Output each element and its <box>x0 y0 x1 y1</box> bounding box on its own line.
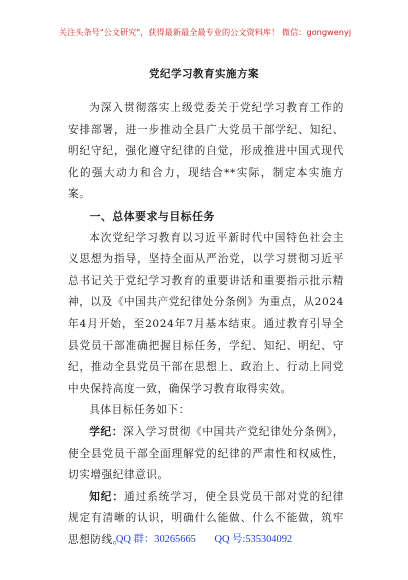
targets-intro: 具体目标任务如下： <box>89 404 190 417</box>
header-banner: 关注头条号"公文研究"，获得最新最全最专业的公文资料库！ 微信：gongwenyj <box>58 27 352 37</box>
zhiji-text: 通过系统学习，使全县党员干部对党的纪律规定有清晰的认识，明确什么能做、什么不能做，筑牢思想防线。 <box>68 490 344 546</box>
document-title: 党纪学习教育实施方案 <box>149 68 259 80</box>
footer-qq-number: QQ 号:535304092 <box>214 534 293 545</box>
document-body <box>68 98 344 551</box>
footer-contact <box>0 530 408 545</box>
xueji-lead: 学纪： <box>89 425 124 438</box>
footer-qq-group: QQ 群：30265665 <box>115 534 196 545</box>
section-heading: 一、总体要求与目标任务 <box>89 209 215 223</box>
xueji-paragraph <box>68 422 344 487</box>
intro-paragraph: 为深入贯彻落实上级党委关于党纪学习教育工作的安排部署，进一步推动全县广大党员干部学纪、知纪、明纪守纪，强化遵守纪律的自觉，形成推进中国式现代化的强大动力和合力，现结合**实际，制定本实施方案。 <box>68 102 344 201</box>
zhiji-lead: 知纪： <box>89 490 124 503</box>
xueji-text: 深入学习贯彻《中国共产党纪律处分条例》，使全县党员干部全面理解党的纪律的严肃性和权威性，切实增强纪律意识。 <box>68 425 344 482</box>
section-paragraph: 本次党纪学习教育以习近平新时代中国特色社会主义思想为指导，坚持全面从严治党，以学习贯彻习近平总书记关于党纪学习教育的重要讲话和重要指示批示精神，以及《中国共产党纪律处分条例》为重点，从2024年4月开始，至2024年7月基本结束。通过教育引导全县党员干部准确把握目标任务，学纪、知纪、明纪、守纪，推动全县党员干部在思想上、政治上、行动上同党中央保持高度一致，确保学习教育取得实效。 <box>68 231 344 395</box>
